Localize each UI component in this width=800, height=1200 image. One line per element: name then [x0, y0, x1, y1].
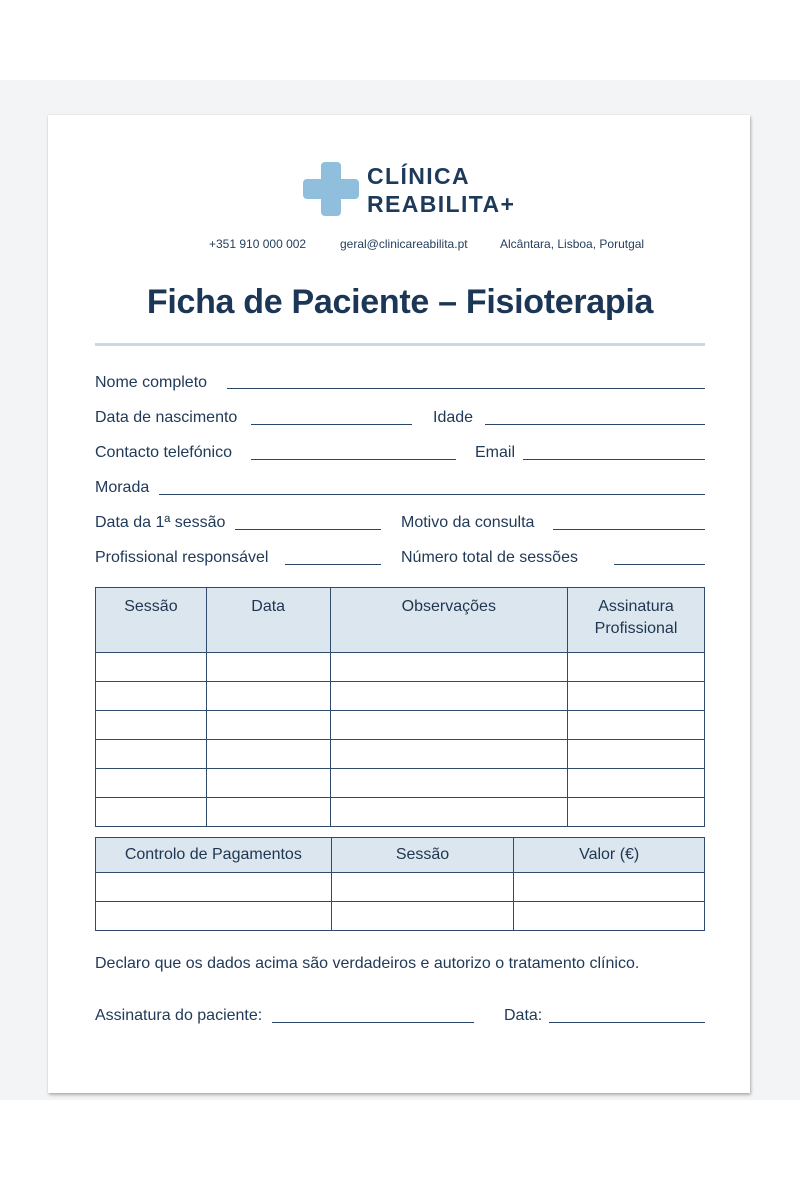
full-name-label: Nome completo — [95, 374, 208, 391]
table-cell[interactable] — [206, 682, 330, 711]
reason-label: Motivo da consulta — [401, 514, 535, 531]
sessions-table — [95, 587, 705, 827]
page-title: Ficha de Paciente – Fisioterapia — [146, 283, 654, 321]
patient-signature-label: Assinatura do paciente: — [95, 1007, 263, 1024]
table-cell[interactable] — [568, 798, 705, 827]
table-cell[interactable] — [330, 798, 568, 827]
table-row — [96, 740, 705, 769]
table-cell[interactable] — [331, 873, 514, 902]
sessions-header-row — [96, 588, 705, 653]
title-divider — [95, 343, 705, 346]
age-field[interactable] — [485, 424, 705, 425]
signature-date-field[interactable] — [549, 1022, 705, 1023]
payments-table — [95, 837, 705, 931]
table-cell[interactable] — [206, 653, 330, 682]
table-cell[interactable] — [514, 873, 705, 902]
header-session: Sessão — [96, 588, 207, 653]
clinic-logo — [303, 160, 533, 220]
professional-label: Profissional responsável — [95, 549, 269, 566]
payments-header-row — [96, 838, 705, 873]
table-cell[interactable] — [514, 902, 705, 931]
clinic-phone: +351 910 000 002 — [209, 237, 307, 251]
table-cell[interactable] — [96, 711, 207, 740]
email-label: Email — [475, 444, 516, 461]
header-professional-signature — [568, 588, 705, 653]
address-label: Morada — [95, 479, 150, 496]
email-field[interactable] — [523, 459, 705, 460]
table-cell[interactable] — [568, 653, 705, 682]
clinic-name — [367, 162, 515, 218]
table-cell[interactable] — [330, 769, 568, 798]
address-field[interactable] — [159, 494, 705, 495]
table-cell[interactable] — [206, 769, 330, 798]
table-row — [96, 798, 705, 827]
declaration-text: Declaro que os dados acima são verdadeiros e autorizo o tratamento clínico. — [95, 955, 640, 972]
table-cell[interactable] — [206, 740, 330, 769]
table-cell[interactable] — [96, 798, 207, 827]
clinic-name-line2: REABILITA+ — [367, 191, 516, 217]
reason-field[interactable] — [553, 529, 705, 530]
table-cell[interactable] — [96, 682, 207, 711]
table-cell[interactable] — [330, 653, 568, 682]
total-sessions-field[interactable] — [614, 564, 705, 565]
header-value: Valor (€) — [514, 838, 705, 873]
table-cell[interactable] — [568, 711, 705, 740]
table-cell[interactable] — [330, 711, 568, 740]
table-cell[interactable] — [330, 682, 568, 711]
patient-signature-field[interactable] — [272, 1022, 474, 1023]
total-sessions-label: Número total de sessões — [401, 549, 578, 566]
table-cell[interactable] — [96, 740, 207, 769]
table-cell[interactable] — [568, 769, 705, 798]
first-session-label: Data da 1ª sessão — [95, 514, 226, 531]
table-row — [96, 902, 705, 931]
header-payment-session: Sessão — [331, 838, 514, 873]
full-name-field[interactable] — [227, 388, 705, 389]
table-cell[interactable] — [96, 653, 207, 682]
table-row — [96, 711, 705, 740]
phone-label: Contacto telefónico — [95, 444, 232, 461]
first-session-field[interactable] — [235, 529, 381, 530]
header-observations: Observações — [330, 588, 568, 653]
table-cell[interactable] — [206, 711, 330, 740]
table-cell[interactable] — [96, 769, 207, 798]
medical-cross-icon — [303, 162, 359, 216]
table-cell[interactable] — [568, 682, 705, 711]
clinic-name-line1: CLÍNICA — [367, 163, 471, 189]
table-row — [96, 873, 705, 902]
birth-date-field[interactable] — [251, 424, 412, 425]
table-row — [96, 653, 705, 682]
professional-field[interactable] — [285, 564, 381, 565]
phone-field[interactable] — [251, 459, 456, 460]
table-row — [96, 682, 705, 711]
clinic-address: Alcântara, Lisboa, Porutgal — [500, 237, 645, 251]
table-cell[interactable] — [330, 740, 568, 769]
table-cell[interactable] — [331, 902, 514, 931]
header-date: Data — [206, 588, 330, 653]
table-cell[interactable] — [206, 798, 330, 827]
signature-date-label: Data: — [504, 1007, 543, 1024]
age-label: Idade — [433, 409, 474, 426]
table-row — [96, 769, 705, 798]
table-cell[interactable] — [96, 873, 332, 902]
birth-date-label: Data de nascimento — [95, 409, 238, 426]
header-payments-control: Controlo de Pagamentos — [96, 838, 332, 873]
clinic-email: geral@clinicareabilita.pt — [340, 237, 468, 251]
table-cell[interactable] — [96, 902, 332, 931]
header-professional-signature-text: Assinatura Profissional — [594, 598, 678, 637]
table-cell[interactable] — [568, 740, 705, 769]
